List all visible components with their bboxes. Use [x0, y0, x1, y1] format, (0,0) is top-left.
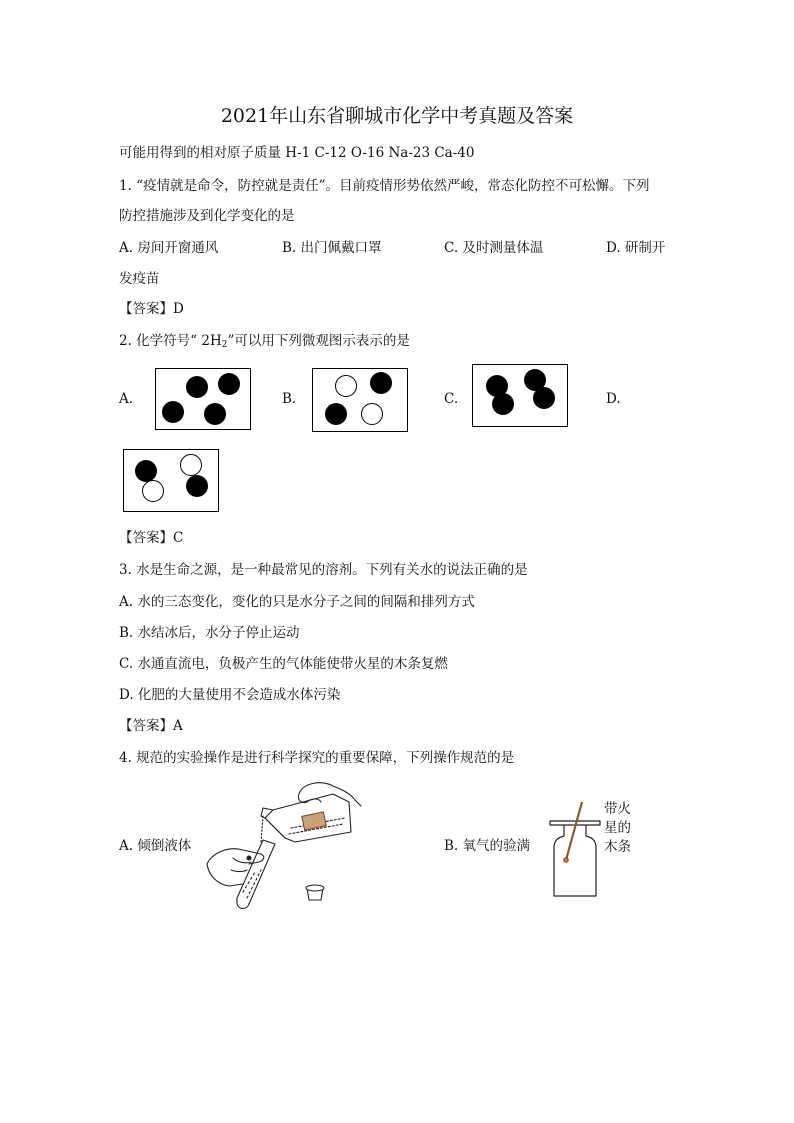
black-atom: [135, 460, 157, 482]
hydrogen-atom: [186, 376, 208, 398]
q2-answer: 【答案】C: [119, 530, 184, 546]
q1-option-a: A. 房间开窗通风: [119, 240, 219, 256]
white-atom: [361, 403, 383, 425]
q1-stem-line2: 防控措施涉及到化学变化的是: [119, 208, 295, 224]
q2-option-c-diagram: [472, 364, 568, 427]
q2-stem: 2. 化学符号“ $2H_2$”可以用下列微观图示表示的是: [119, 333, 410, 350]
atomic-mass-intro: 可能用得到的相对原子质量 H-1 C-12 O-16 Na-23 Ca-40: [119, 145, 475, 161]
q2-option-d-diagram: [123, 449, 219, 512]
pouring-liquid-illustration: [203, 780, 363, 912]
q2-option-b-diagram: [312, 368, 408, 432]
hydrogen-atom: [492, 393, 514, 415]
q1-option-b: B. 出门佩戴口罩: [282, 240, 382, 256]
q3-answer: 【答案】A: [119, 718, 183, 734]
white-atom: [335, 375, 357, 397]
white-atom: [180, 454, 202, 476]
q1-option-c: C. 及时测量体温: [444, 240, 544, 256]
q2-option-a-label: A.: [119, 391, 134, 407]
oxygen-test-illustration: [548, 800, 604, 900]
q1-option-d-line1: D. 研制开: [606, 240, 666, 256]
q3-option-b: B. 水结冰后，水分子停止运动: [119, 625, 300, 641]
q4-option-b: B. 氧气的验满: [444, 838, 531, 854]
hydrogen-atom: [218, 373, 240, 395]
q4-option-a: A. 倾倒液体: [119, 838, 192, 854]
black-atom: [186, 475, 208, 497]
q4-stem: 4. 规范的实验操作是进行科学探究的重要保障，下列操作规范的是: [119, 750, 515, 766]
hydrogen-atom: [533, 387, 555, 409]
q2-option-c-label: C.: [444, 391, 459, 407]
q3-option-a: A. 水的三态变化，变化的只是水分子之间的间隔和排列方式: [119, 594, 475, 610]
q2-option-a-diagram: [155, 368, 251, 430]
splint-label-line2: 星的: [604, 820, 631, 836]
q1-answer: 【答案】D: [119, 301, 184, 317]
q3-option-d: D. 化肥的大量使用不会造成水体污染: [119, 687, 341, 703]
black-atom: [325, 403, 347, 425]
hydrogen-atom: [162, 401, 184, 423]
q1-stem-line1: 1. “疫情就是命令，防控就是责任”。目前疫情形势依然严峻，常态化防控不可松懈。下列: [119, 178, 650, 194]
q3-stem: 3. 水是生命之源，是一种最常见的溶剂。下列有关水的说法正确的是: [119, 562, 528, 578]
hydrogen-atom: [204, 403, 226, 425]
splint-label-line1: 带火: [604, 801, 631, 817]
q2-option-d-label: D.: [606, 391, 621, 407]
q2-option-b-label: B.: [282, 391, 297, 407]
page-title: 2021年山东省聊城市化学中考真题及答案: [220, 105, 574, 127]
white-atom: [142, 480, 164, 502]
q3-option-c: C. 水通直流电，负极产生的气体能使带火星的木条复燃: [119, 656, 448, 672]
black-atom: [370, 372, 392, 394]
splint-label-line3: 木条: [604, 839, 631, 855]
q1-option-d-line2: 发疫苗: [119, 271, 160, 287]
